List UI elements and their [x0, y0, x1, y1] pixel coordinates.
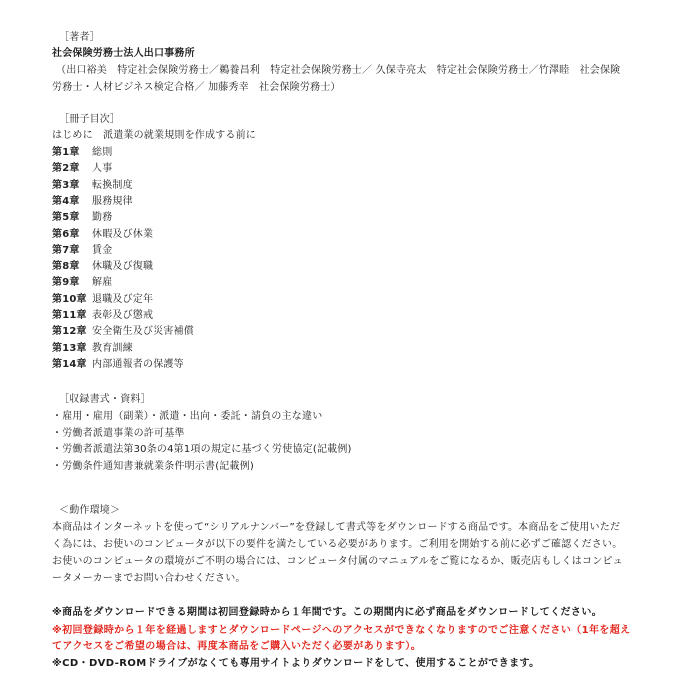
toc-chapter-title: 解雇 — [92, 277, 113, 289]
download-period-notice: ※商品をダウンロードできる期間は初回登録時から１年間です。この期間内に必ず商品をダウンロードしてください。 — [52, 607, 603, 618]
toc-chapter-number: 第2章 — [52, 163, 80, 175]
toc-chapter-title: 服務規律 — [92, 195, 133, 207]
toc-chapter-number: 第6章 — [52, 228, 80, 240]
authors-names-line1: （出口裕美 特定社会保険労務士／鵜養昌利 特定社会保険労務士／ 久保寺亮太 特定社会保険労務士／竹澤睦 社会保険 — [56, 65, 621, 76]
drive-notice: ※CD・DVD-ROMドライブがなくても専用サイトよりダウンロードをして、使用することができます。 — [52, 658, 540, 669]
env-line: お使いのコンピュータの環境がご不明の場合には、コンピュータ付属のマニュアルをご覧になるか、販売店もしくはコンピュ — [52, 556, 623, 567]
toc-chapter — [52, 358, 184, 371]
env-line: く為には、お使いのコンピュータが以下の要件を満たしている必要があります。ご利用を開始する前に必ずご確認ください。 — [52, 539, 623, 550]
toc-chapter — [52, 146, 112, 159]
toc-chapter-title: 表彰及び懲戒 — [92, 310, 154, 321]
toc-chapter — [52, 260, 153, 273]
materials-item: ・雇用・雇用（副業）・派遣・出向・委託・請負の主な違い — [52, 411, 323, 422]
toc-intro: はじめに 派遣業の就業規則を作成する前に — [52, 130, 256, 141]
toc-chapter — [52, 309, 153, 322]
toc-chapter-title: 休職及び復職 — [92, 261, 154, 273]
toc-chapter — [52, 162, 112, 175]
toc-chapter-number: 第5章 — [52, 212, 80, 224]
toc-heading: ［冊子目次］ — [59, 114, 121, 125]
toc-chapter-title: 賃金 — [92, 244, 113, 256]
materials-item: ・労働者派遣事業の許可基準 — [52, 427, 185, 439]
toc-chapter-title: 教育訓練 — [92, 342, 133, 354]
toc-chapter-number: 第12章 — [52, 326, 87, 338]
authors-names-line2: 労務士・人材ビジネス検定合格／ 加藤秀幸 社会保険労務士） — [52, 82, 341, 93]
access-warning-line1: ※初回登録時から１年を経過しますとダウンロードページへのアクセスができなくなりますのでご注意ください（1年を超え — [52, 625, 631, 636]
toc-chapter — [52, 244, 112, 257]
env-line: ータメーカーまでお問い合わせください。 — [52, 573, 246, 584]
toc-chapter-title: 退職及び定年 — [92, 293, 154, 305]
toc-chapter-number: 第7章 — [52, 244, 80, 256]
toc-chapter-number: 第3章 — [52, 179, 80, 191]
toc-chapter — [52, 342, 133, 355]
access-warning-line2: てアクセスをご希望の場合は、再度本商品をご購入いただく必要があります）。 — [52, 641, 422, 652]
env-line: 本商品はインターネットを使って“シリアルナンバー”を登録して書式等をダウンロードする商品です。本商品をご使用いただ — [52, 522, 621, 533]
toc-chapter-number: 第9章 — [52, 277, 80, 289]
materials-heading: ［収録書式・資料］ — [59, 394, 151, 405]
toc-chapter-number: 第4章 — [52, 195, 80, 207]
toc-chapter-title: 人事 — [92, 163, 113, 175]
toc-chapter — [52, 179, 133, 192]
toc-chapter — [52, 325, 194, 338]
toc-chapter-title: 転換制度 — [92, 179, 133, 191]
toc-chapter — [52, 211, 112, 224]
toc-chapter-title: 安全衛生及び災害補償 — [92, 326, 194, 338]
toc-chapter-title: 総則 — [92, 147, 113, 158]
materials-item: ・労働者派遣法第30条の4第1項の規定に基づく労使協定(記載例) — [52, 444, 352, 456]
toc-chapter — [52, 195, 133, 208]
toc-chapter-title: 休暇及び休業 — [92, 228, 154, 240]
authors-firm: 社会保険労務士法人出口事務所 — [52, 48, 195, 59]
toc-chapter — [52, 276, 112, 289]
toc-chapter-number: 第10章 — [52, 293, 87, 305]
materials-item: ・労働条件通知書兼就業条件明示書(記載例) — [52, 461, 255, 473]
toc-chapter-title: 勤務 — [92, 212, 113, 224]
toc-chapter — [52, 293, 153, 306]
toc-chapter-number: 第8章 — [52, 261, 80, 273]
toc-chapter-number: 第14章 — [52, 358, 87, 370]
toc-chapter-number: 第11章 — [52, 310, 87, 321]
toc-chapter-number: 第13章 — [52, 342, 87, 354]
authors-heading: ［著者］ — [59, 32, 100, 43]
toc-chapter-title: 内部通報者の保護等 — [92, 358, 184, 370]
toc-chapter-number: 第1章 — [52, 147, 80, 158]
env-heading: ＜動作環境＞ — [59, 505, 121, 516]
toc-chapter — [52, 228, 153, 241]
